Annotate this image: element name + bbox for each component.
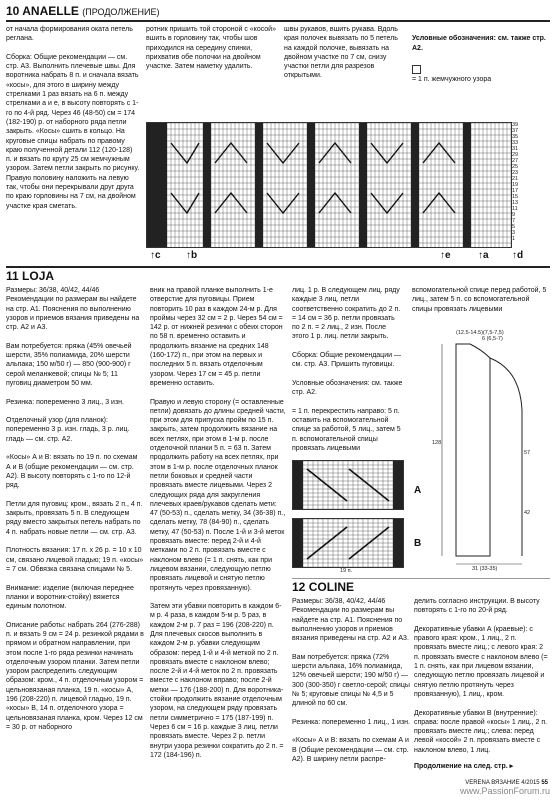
watermark: www.PassionForum.ru [459,786,550,796]
row-number: 35 [512,134,519,140]
anaelle-text-col3: швы рукавов, вшить рукава. Вдоль края полочек вывязать по 5 петель на каждой полочке, вывязать на двойном участке по 7 см, снизу участки петли для разрезов открытыми. [284,26,398,80]
chart-row-numbers [512,122,532,248]
legend-title: Условные обозначения: см. также стр. А2. [412,35,546,52]
schema-bottom: 31 (33-35) [472,566,498,572]
section-number: 10 [6,4,20,18]
anaelle-text-col1: от начала формирования оката петель реглана. Сборка: Общие рекомендации — см. стр. А3. Выполнить плечевые швы. Для воротника набрать 8 п. и сначала вязать «косы», для этого в ширину между стрелками 1 раз вязать на 6 п. между стрелками а и e, в высоту повторять с 1-го по 4-й ряд. Через 46 (48-50) см = 174 (182-190) р. от наборного ряда петли закрыть. «Косы» сшить в кольцо. На круговые спицы набрать по правому краю полученной детали 112 (120-128) п. и вязать по кругу 25 см жемчужным узором. Затем петли закрыть по рисунку. Правую половину наложить на левую так, чтобы они перекрывали друг друга по краю горловины на 7 см, на двойном участке края сметать. [6,26,140,210]
section-number: 12 [292,580,306,594]
loja-text-col2: вник на правой планке выполнить 1-е отверстие для пуговицы. Прием повторить 10 раз в каждом 24-м р. Для проймы через 32 см = 2 р. Через 54 см = 142 р. от нижней резинки с обеих сторон по 58 п. временно оставить и продолжить вязание на средних 148 (160-172) п., при этом на первых и последних 5 п. вязать отделочным узором. Через 17 см = 45 р. петли временно оставить. Правую и левую сторону (= оставленные петли) довязать до длины средней части, при этом для припуска пройм по 15 п. закрыть, затем продолжить вязание на всех петлях, при этом в 1-м р. после отделочной планки 5 п. = 63 п. Затем продолжить работу на всех петлях, при этом в 1-м р. после отделочных планок петли боковых и средней части провязать вместе лицевыми. Через 2 следующих ряда для закругления плечевых краев/рукавов сделать мети: 47 (50-53) п., сделать метку, 34 (36-38) п., сделать метку, 78 (84-90) п., сделать метку, 47 (50-53) п. После 1-й и 3-й меток провязать вместе: перед 2-й и 4-й метками по 2 п. провязать вместе с наклоном влево (= 1 п. снять, как при лицевом вязании, следующую петлю провязать лицевой и снятую петлю протянуть через провязанную). Затем эти убавки повторить в каждом 6-м р. 4 раза, в каждом 5-м р. 5 раз, в каждом 2-м р. 7 раз = 196 (208-220) п. Для плечевых скосов выполнить в каждом 2-м р. убавки следующим образом: перед 1-й и 4-й меткой по 2 п. провязать вместе с наклоном влево; после 2-й и 4-й меток по 2 п. провязать вместе с наклоном вправо; после 2-й метки — 176 (188-200) п. Для воротника-стойки продолжить вязание отделочным узором, на следующем ряду провязать петли симметрично = 175 (187-199) п. Через 6 см = 16 р. каждые 3 лиц. петли провязать вместе. Через 2 р. петли внутри узора резинки сократить до 2 п. = 172 (184-196) п. [150,287,286,759]
section-subtitle: (ПРОДОЛЖЕНИЕ) [82,7,160,17]
coline-text-col2: делить согласно инструкции. В высоту повторять с 1-го по 20-й ряд. Декоративные убавки А (краевые): с правого края: кром., 1 лиц., 2 п. провязать вместе лиц.; с левого края: 2 п. провязать вместе с наклоном влево (= 1 п. снять, как при лицевом вязании, следующую петлю провязать лицевой и снятую петлю протянуть через провязанную), 1 лиц., кром. Декоративные убавки В (внутренние): справа: после правой «косы» 1 лиц., 2 п. провязать вместе лиц.; слева: перед левой «косой» 2 п. провязать вместе с наклоном влево, 1 лиц. [414,598,548,754]
header-rule [6,20,550,22]
row-number: 7 [512,218,516,224]
schema-label: (12.5-14.5)(7,5-7,5) [456,330,504,336]
section-header-coline [292,580,354,594]
page-number: 55 [541,780,548,786]
loja-chart-a [292,460,404,510]
row-number: 11 [512,206,518,212]
row-number: 15 [512,194,519,200]
row-number: 13 [512,200,519,206]
row-number: 27 [512,158,519,164]
loja-text-col3: лиц. 1 р. В следующем лиц. ряду каждые 3 лиц. петли соответственно сократить до 2 п. = 14 см = 36 р. петли провязать по 2 п. = 2 лиц., 2 изн. После этого 1 р. лиц. петли закрыть. Сборка: Общие рекомендации — см. стр. А3. Пришить пуговицы. Условные обозначения: см. также стр. А2. = 1 п. перекрестить направо: 5 п. оставить на вспомогательной спице за работой, 5 лиц., затем 5 п. вспомогательной спицы провязать лицевыми [292,287,403,453]
continued-note: Продолжение на след. стр. ▸ [414,763,514,770]
loja-chart-b [292,518,404,568]
coline-rule [292,578,550,579]
schema-label: 128 [432,440,442,446]
chart-marker-c: ↑c [150,250,161,261]
schema-label: 57 [524,450,531,456]
row-number: 31 [512,146,519,152]
row-number: 21 [512,176,519,182]
row-number: 3 [512,230,516,236]
legend-item: = 1 п. жемчужного узора [412,75,492,83]
row-number: 19 [512,182,519,188]
row-number: 17 [512,188,519,194]
loja-text-col1: Размеры: 36/38, 40/42, 44/46 Рекомендации по размерам вы найдете на стр. А1. Пояснения по выполнению узоров и приемов вязания приведены на стр. А2 и А3. Вам потребуется: пряжа (45% овечьей шерсти, 35% полиамида, 20% шерсти альпака; 150 м/50 г) — 850 (900-900) г серой меланжевой; спицы № 5; 11 пуговиц диаметром 50 мм. Резинка: попеременно 3 лиц., 3 изн. Отделочный узор (для планок): попеременно 3 р. изн. гладь, 3 р. лиц. гладь — см. стр. А2. «Косы» А и В: вязать по 19 п. по схемам А и В (общие рекомендации — см. стр. А2). В высоту повторять с 1-го по 12-й ряд. Петли для пуговиц: кром., вязать 2 п., 4 п. закрыть, провязать 5 п. В следующем ряду вместо закрытых петель набрать по 4 п. набрать новые петли — см. стр. А3. Плотность вязания: 17 п. x 26 р. = 10 x 10 см, связано лицевой гладью; 19 п. «косы» = 7 см. Обвязка связана спицами № 5. Внимание: изделие (включая переднее планки и воротник-стойку) вяжется единым полотном. Описание работы: набрать 264 (276-288) п. и вязать 9 см = 24 р. резинкой рядами в прямом и обратном направлении, при этом после 1-го ряда резинки начинать отделочным узором планки. Затем петли узором распределить следующим образом: кром., 4 п. отделочным узором = цельновязаная планка, 19 п. «косы» А, 196 (208-220) п. лицевой гладью, 19 п. «косы» В, 14 п. отделочного узора = цельновязаная планка, кром. Через 12 см = 30 р. от наборного [6,287,144,731]
row-number: 25 [512,164,519,170]
loja-schematic [412,330,552,572]
anaelle-legend [412,25,548,85]
section-rule [6,266,550,268]
chart-grid [147,123,511,247]
coline-text-col1: Размеры: 36/38, 40/42, 44/46 Рекомендации по размерам вы найдете на стр. А1. Пояснения по выполнению узоров и приемов вязания приведены на стр. А2 и А3. Вам потребуется: пряжа (72% шерсти альпака, 16% полиамида, 12% овечьей шерсти; 190 м/50 г) — 300 (300-350) г светло-серой; спицы № 5; круговые спицы № 4,5 и 5 длиной по 60 см. Резинка: попеременно 1 лиц., 1 изн. «Косы» А и В: вязать по схемам А и В (Общие рекомендации — см. стр. А2). В ширину петли распре- [292,598,410,764]
section-header-loja [6,269,54,283]
chart-label-a: A [414,485,422,496]
row-number: 39 [512,122,519,128]
anaelle-text-col2: ротник пришить той стороной с «косой» вшить в горловину так, чтобы шов приходился на середину спинки, прихватив обе полочки на двойном участке. Затем наметку удалить. [146,26,276,71]
chart-marker-e: ↑e [440,250,451,261]
chart-marker-a: ↑a [478,250,489,261]
chart-marker-b: ↑b [186,250,198,261]
row-number: 37 [512,128,519,134]
section-title: ANAELLE [22,4,79,18]
section-number: 11 [6,269,19,283]
schema-label: 42 [524,510,531,516]
section-header-anaelle [6,4,160,18]
row-number: 33 [512,140,519,146]
row-number: 5 [512,224,516,230]
row-number: 23 [512,170,519,176]
knit-symbol-icon [412,65,421,74]
chart-foot: 19 п. [340,568,353,574]
section-title: LOJA [22,269,55,283]
chart-marker-d: ↑d [512,250,524,261]
magazine-name: VERENA ВЯЗАНИЕ 4/2015 [465,780,540,786]
section-title: COLINE [308,580,355,594]
row-number: 9 [512,212,516,218]
row-number: 29 [512,152,519,158]
row-number: 1 [512,236,516,242]
anaelle-chart [146,122,512,248]
schema-label: 6 (6,5-7) [482,336,503,342]
chart-label-b: B [414,538,422,549]
schematic-drawing [412,330,552,572]
loja-text-col4: вспомогательной спице перед работой, 5 лиц., затем 5 п. со вспомогательной спицы провязать лицевыми [412,287,547,313]
